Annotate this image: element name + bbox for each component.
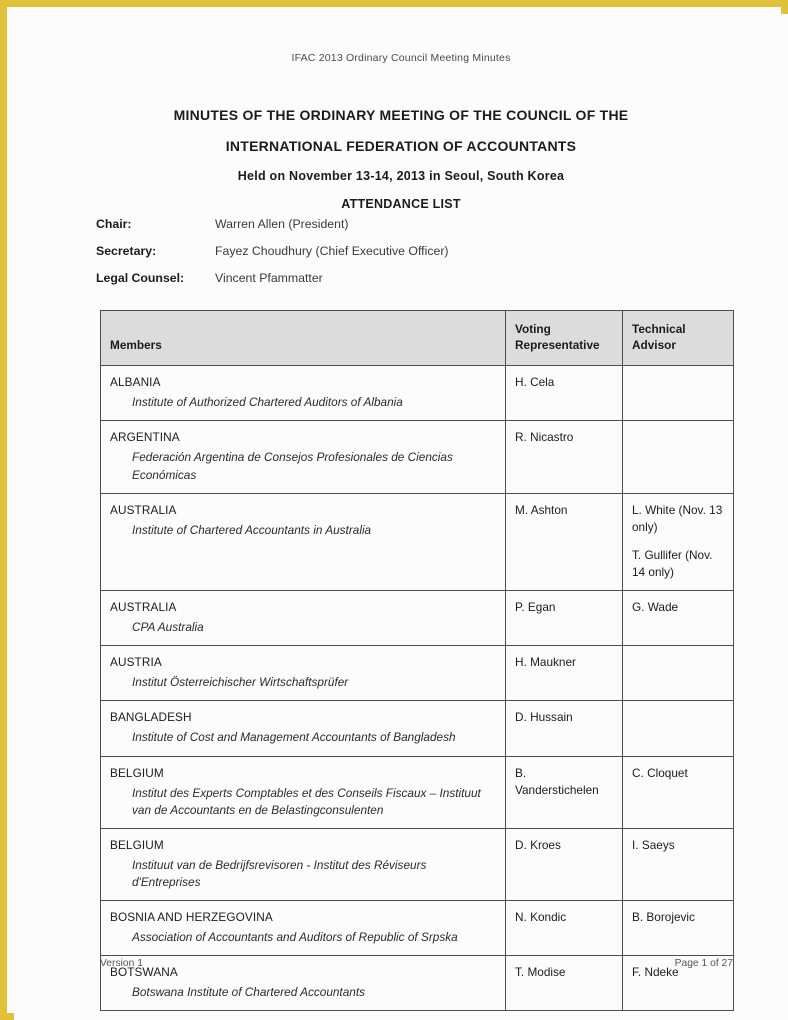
officer-row-legal-counsel (96, 271, 716, 285)
footer-page-number: Page 1 of 27 (674, 958, 733, 969)
table-row (101, 756, 734, 828)
voting-representative-name: R. Nicastro (515, 430, 574, 445)
country-name: BELGIUM (110, 837, 164, 852)
organization-name: Institute of Cost and Management Accountants of Bangladesh (132, 730, 456, 745)
cell-voting-representative (506, 701, 623, 756)
column-header-members: Members (101, 311, 506, 366)
organization-name: Instituut van de Bedrijfsrevisoren - Institut des Réviseurs d'Entreprises (132, 857, 427, 889)
officers-block (96, 217, 716, 298)
cell-technical-advisor (623, 701, 734, 756)
officer-value-secretary: Fayez Choudhury (Chief Executive Officer) (215, 244, 449, 258)
officer-label-chair: Chair: (96, 217, 132, 231)
officer-row-secretary (96, 244, 716, 258)
column-header-voting-representative: Voting Representative (506, 311, 623, 366)
cell-member (101, 828, 506, 900)
title-line-2: INTERNATIONAL FEDERATION OF ACCOUNTANTS (225, 138, 577, 154)
attendance-table (100, 310, 734, 1011)
cell-voting-representative (506, 493, 623, 590)
country-name: AUSTRALIA (110, 502, 177, 517)
cell-voting-representative (506, 828, 623, 900)
cell-member (101, 756, 506, 828)
organization-name: Institut Österreichischer Wirtschaftsprüfer (132, 675, 349, 690)
document-page (14, 14, 788, 1020)
document-footer (100, 958, 733, 969)
voting-representative-name: D. Kroes (515, 837, 561, 852)
table-row (101, 421, 734, 493)
technical-advisor-name: F. Ndeke (632, 965, 679, 980)
table-body (101, 366, 734, 1011)
voting-representative-name: D. Hussain (515, 710, 573, 725)
cell-voting-representative (506, 366, 623, 421)
voting-representative-name: N. Kondic (515, 910, 567, 925)
table-row (101, 590, 734, 645)
cell-member (101, 366, 506, 421)
country-name: ALBANIA (110, 375, 161, 390)
cell-member (101, 646, 506, 701)
table-row (101, 493, 734, 590)
cell-member (101, 493, 506, 590)
cell-technical-advisor (623, 421, 734, 493)
technical-advisor-name: T. Gullifer (Nov. 14 only) (632, 547, 713, 579)
voting-representative-name: H. Cela (515, 375, 555, 390)
country-name: BOSNIA AND HERZEGOVINA (110, 910, 273, 925)
cell-member (101, 421, 506, 493)
title-block (14, 107, 788, 211)
officer-row-chair (96, 217, 716, 231)
table-head (101, 311, 734, 366)
voting-representative-name: H. Maukner (515, 655, 576, 670)
cell-technical-advisor (623, 493, 734, 590)
cell-technical-advisor (623, 366, 734, 421)
column-header-technical-advisor: Technical Advisor (623, 311, 734, 366)
cell-member (101, 901, 506, 956)
officer-label-legal-counsel: Legal Counsel: (96, 271, 185, 285)
table-row (101, 701, 734, 756)
table-row (101, 828, 734, 900)
cell-technical-advisor (623, 646, 734, 701)
cell-voting-representative (506, 590, 623, 645)
voting-representative-name: M. Ashton (515, 502, 568, 517)
country-name: AUSTRIA (110, 655, 162, 670)
country-name: BOTSWANA (110, 965, 178, 980)
cell-voting-representative (506, 421, 623, 493)
technical-advisor-name: L. White (Nov. 13 only) (632, 502, 723, 534)
table-header-row (101, 311, 734, 366)
cell-member (101, 590, 506, 645)
organization-name: CPA Australia (132, 620, 204, 635)
cell-voting-representative (506, 756, 623, 828)
technical-advisor-name: G. Wade (632, 599, 679, 614)
organization-name: Institut des Experts Comptables et des Conseils Fiscaux – Instituut van de Accountants en de Belastingconsulenten (132, 785, 481, 817)
country-name: AUSTRALIA (110, 599, 177, 614)
table-row (101, 646, 734, 701)
organization-name: Institute of Authorized Chartered Auditors of Albania (132, 395, 403, 410)
voting-representative-name: P. Egan (515, 599, 556, 614)
cell-technical-advisor (623, 828, 734, 900)
cell-technical-advisor (623, 756, 734, 828)
voting-representative-name: B. Vanderstichelen (515, 765, 599, 797)
country-name: BANGLADESH (110, 710, 192, 725)
section-heading-attendance-list: ATTENDANCE LIST (341, 197, 461, 211)
officer-value-legal-counsel: Vincent Pfammatter (215, 271, 323, 285)
table-row (101, 366, 734, 421)
cell-voting-representative (506, 646, 623, 701)
country-name: ARGENTINA (110, 430, 180, 445)
voting-representative-name: T. Modise (515, 965, 566, 980)
running-header: IFAC 2013 Ordinary Council Meeting Minutes (291, 52, 511, 64)
cell-technical-advisor (623, 901, 734, 956)
organization-name: Association of Accountants and Auditors of Republic of Srpska (132, 930, 458, 945)
officer-value-chair: Warren Allen (President) (215, 217, 349, 231)
technical-advisor-name: I. Saeys (632, 837, 675, 852)
officer-label-secretary: Secretary: (96, 244, 157, 258)
title-line-1: MINUTES OF THE ORDINARY MEETING OF THE COUNCIL OF THE (173, 107, 629, 123)
cell-member (101, 701, 506, 756)
footer-version: Version 1 (100, 958, 143, 969)
country-name: BELGIUM (110, 765, 164, 780)
technical-advisor-name: B. Borojevic (632, 910, 695, 925)
organization-name: Federación Argentina de Consejos Profesionales de Ciencias Económicas (132, 450, 453, 482)
table-row (101, 901, 734, 956)
cell-technical-advisor (623, 590, 734, 645)
cell-voting-representative (506, 901, 623, 956)
meeting-date-location: Held on November 13-14, 2013 in Seoul, South Korea (237, 169, 565, 183)
organization-name: Botswana Institute of Chartered Accountants (132, 985, 366, 1000)
technical-advisor-name: C. Cloquet (632, 765, 688, 780)
organization-name: Institute of Chartered Accountants in Australia (132, 522, 372, 537)
